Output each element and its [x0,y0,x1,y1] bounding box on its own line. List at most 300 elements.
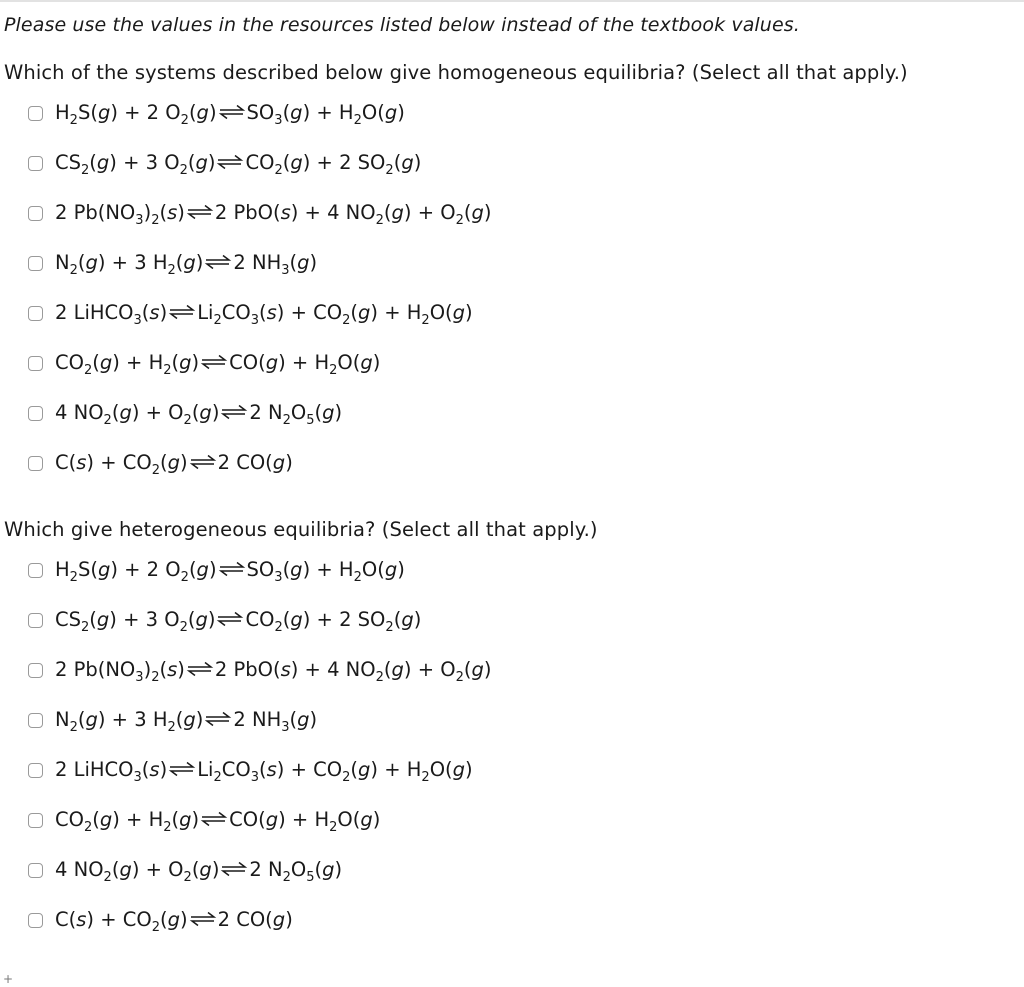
subscript: 2 [353,570,362,585]
phase-symbol: g [272,908,286,931]
equation-text: ) + 2 O [110,558,181,581]
equation-text: ) + H [112,351,164,374]
homogeneous-option-3[interactable] [28,200,492,250]
subscript: 2 [329,820,338,835]
phase-symbol: g [199,401,212,424]
equation-text: CO [221,758,251,781]
checkbox[interactable] [28,306,43,321]
phase-symbol: g [265,351,279,374]
equation-text: ) + O [403,658,456,681]
phase-symbol: g [272,451,286,474]
equation-text: C( [55,908,77,931]
equilibrium-arrow-icon [186,201,214,227]
equation-text: ( [350,758,358,781]
subscript: 2 [167,720,176,735]
equation-text: ) [195,251,204,274]
phase-symbol: g [99,351,113,374]
equation-text: ( [187,151,196,174]
phase-symbol: g [183,708,196,731]
equilibrium-arrow-icon [218,558,246,584]
equation-text: H [55,101,70,124]
homogeneous-options-list [28,100,492,500]
equation-text: ) + 3 H [97,251,168,274]
equation-text: Li [197,301,214,324]
equation-text: ) [207,608,216,631]
homogeneous-option-2[interactable] [28,150,492,200]
phase-symbol: g [358,758,371,781]
equation-text: ( [282,558,291,581]
equation-text: ( [171,808,180,831]
equation-text: ( [111,401,120,424]
checkbox[interactable] [28,813,43,828]
phase-symbol: s [149,301,160,324]
top-divider [0,0,1024,2]
equation-text: ( [314,401,323,424]
phase-symbol: g [384,101,398,124]
equation-text: ) + 2 O [110,101,181,124]
equation-text: 2 LiHCO [55,758,134,781]
equation-text: ) [207,151,216,174]
equilibrium-arrow-icon [216,608,244,634]
homogeneous-option-8[interactable] [28,450,492,500]
phase-symbol: g [290,151,303,174]
equation-text: O [290,858,307,881]
phase-symbol: g [384,558,398,581]
equation-text: 2 PbO( [214,658,281,681]
equation-label [55,200,492,227]
phase-symbol: g [360,351,373,374]
heterogeneous-option-2[interactable] [28,607,492,657]
equation-text: ) [143,658,152,681]
subscript: 2 [69,263,78,278]
equation-text: Li [197,758,214,781]
equilibrium-arrow-icon [200,351,228,377]
subscript: 2 [81,620,90,635]
equation-text: ) [211,858,220,881]
subscript: 2 [81,163,90,178]
checkbox[interactable] [28,763,43,778]
phase-symbol: s [280,658,291,681]
subscript: 2 [163,363,172,378]
phase-symbol: g [179,351,192,374]
equation-label [55,300,473,327]
equilibrium-arrow-icon [220,401,248,427]
equilibrium-arrow-icon [216,151,244,177]
equation-text: ( [393,608,402,631]
phase-symbol: g [358,301,371,324]
equation-text: ) [159,758,168,781]
equation-text: ) [397,101,405,124]
phase-symbol: s [266,758,277,781]
phase-symbol: g [391,658,404,681]
phase-symbol: g [471,658,484,681]
equation-label [55,150,421,177]
phase-symbol: g [452,758,466,781]
phase-symbol: g [452,301,466,324]
subscript: 3 [281,263,290,278]
checkbox[interactable] [28,206,43,221]
phase-symbol: s [167,201,178,224]
equation-text: C( [55,451,77,474]
equation-text: ( [160,451,168,474]
checkbox[interactable] [28,863,43,878]
checkbox[interactable] [28,456,43,471]
homogeneous-option-5[interactable] [28,300,492,350]
subscript: 2 [385,163,394,178]
equation-text: ) [177,201,185,224]
subscript: 2 [151,920,160,935]
equation-text: ( [92,351,100,374]
equation-text: ( [89,151,97,174]
equation-text: ) + H [302,101,354,124]
equation-text: 4 NO [55,401,104,424]
equation-text: O( [337,351,361,374]
heterogeneous-option-5[interactable] [28,757,492,807]
footer-plus-mark: + [3,972,14,986]
subscript: 2 [421,770,430,785]
phase-symbol: g [290,101,303,124]
subscript: 2 [455,670,464,685]
equation-text: ( [175,251,184,274]
equation-text: 2 LiHCO [55,301,134,324]
equation-text: 2 Pb(NO [55,658,136,681]
equation-text: ( [175,708,184,731]
phase-symbol: g [265,808,279,831]
equation-text: ) + 3 O [109,608,180,631]
equation-text: SO [246,101,275,124]
equation-text: ( [159,658,168,681]
subscript: 2 [151,463,160,478]
equation-text: ) [177,658,185,681]
subscript: 3 [135,670,144,685]
equation-text: CO [221,301,251,324]
equation-text: ( [89,608,97,631]
phase-symbol: s [266,301,277,324]
checkbox[interactable] [28,256,43,271]
subscript: 2 [375,213,384,228]
homogeneous-option-7[interactable] [28,400,492,450]
equation-label [55,450,293,477]
phase-symbol: g [97,558,111,581]
equilibrium-arrow-icon [189,451,217,477]
subscript: 2 [353,113,362,128]
equation-text: ( [393,151,402,174]
equation-text: ( [77,708,86,731]
phase-symbol: g [85,251,98,274]
homogeneous-option-1[interactable] [28,100,492,150]
equation-text: N [55,708,70,731]
subscript: 2 [151,670,160,685]
subscript: 2 [69,720,78,735]
equation-text: ( [259,758,267,781]
equation-text: ) [211,401,220,424]
equation-text: CO( [229,351,266,374]
equation-text: S( [77,558,98,581]
phase-symbol: g [196,101,209,124]
subscript: 2 [342,770,351,785]
equation-text: ) + CO [86,451,152,474]
equation-text: CO [245,608,275,631]
equation-text: 2 NH [233,251,282,274]
equation-text: ) + CO [276,301,343,324]
equation-text: ( [289,708,298,731]
equation-text: ) [180,451,188,474]
equation-text: ( [171,351,180,374]
subscript: 2 [83,820,93,835]
phase-symbol: g [322,401,335,424]
equation-text: ( [188,101,197,124]
subscript: 2 [69,113,78,128]
phase-symbol: s [167,658,178,681]
checkbox[interactable] [28,356,43,371]
equilibrium-arrow-icon [189,908,217,934]
equation-label [55,907,293,934]
equilibrium-arrow-icon [186,658,214,684]
equation-text: ) + O [131,401,184,424]
subscript: 3 [135,213,144,228]
phase-symbol: g [391,201,404,224]
equation-text: 2 N [249,401,283,424]
phase-symbol: g [183,251,196,274]
heterogeneous-options-list [28,557,492,957]
checkbox[interactable] [28,713,43,728]
subscript: 2 [183,413,192,428]
phase-symbol: g [322,858,335,881]
heterogeneous-option-4[interactable] [28,707,492,757]
phase-symbol: g [297,251,310,274]
equation-text: ) [483,201,492,224]
equation-text: CO [245,151,275,174]
subscript: 2 [274,620,283,635]
subscript: 2 [342,313,351,328]
equation-text: 2 PbO( [214,201,281,224]
equation-text: ) [285,451,293,474]
equation-text: ( [314,858,323,881]
subscript: 2 [455,213,464,228]
equation-text: ( [191,401,200,424]
phase-symbol: g [290,608,303,631]
equation-label [55,757,473,784]
equation-text: ) [465,758,473,781]
equation-text: ) [372,351,381,374]
equation-text: ) + 2 SO [302,151,386,174]
equation-text: O( [361,558,385,581]
subscript: 2 [83,363,93,378]
equation-text: ) + 4 NO [290,658,376,681]
equation-text: 2 CO( [217,451,273,474]
equation-label [55,707,317,734]
equation-label [55,857,342,884]
equation-text: ) + CO [276,758,343,781]
equation-text: SO [246,558,275,581]
equation-text: CS [55,151,81,174]
phase-symbol: g [196,558,209,581]
equation-text: ( [289,251,298,274]
equation-text: O( [429,301,453,324]
subscript: 3 [250,770,260,785]
equation-text: 2 N [249,858,283,881]
equation-text: ( [282,101,291,124]
equation-text: ) + O [403,201,456,224]
equation-text: ) [180,908,188,931]
phase-symbol: g [96,151,110,174]
equation-text: ) + H [278,351,330,374]
equation-text: ( [141,301,150,324]
phase-symbol: s [280,201,291,224]
subscript: 3 [274,113,283,128]
equilibrium-arrow-icon [220,858,248,884]
equation-text: ( [141,758,150,781]
equation-text: ( [383,201,392,224]
subscript: 2 [180,113,189,128]
equation-text: ) + O [131,858,184,881]
phase-symbol: g [199,858,212,881]
heterogeneous-option-8[interactable] [28,907,492,957]
phase-symbol: g [360,808,373,831]
subscript: 2 [375,670,384,685]
equation-text: CO( [229,808,266,831]
subscript: 2 [329,363,338,378]
phase-symbol: g [401,608,414,631]
heterogeneous-option-6[interactable] [28,807,492,857]
subscript: 3 [250,313,260,328]
equation-text: ( [282,151,291,174]
phase-symbol: g [179,808,192,831]
question-heterogeneous-prompt: Which give heterogeneous equilibria? (Select all that apply.) [4,518,598,541]
subscript: 3 [274,570,283,585]
equation-text: ( [350,301,358,324]
heterogeneous-option-7[interactable] [28,857,492,907]
equilibrium-arrow-icon [168,301,196,327]
equation-text: ( [191,858,200,881]
subscript: 2 [282,413,291,428]
equation-text: ) [208,558,217,581]
equation-text: ( [463,658,472,681]
equation-text: ) [397,558,405,581]
phase-symbol: g [401,151,414,174]
homogeneous-option-6[interactable] [28,350,492,400]
equation-text: O [290,401,307,424]
checkbox[interactable] [28,913,43,928]
equation-text: ) [372,808,381,831]
equation-text: ) [191,351,200,374]
subscript: 2 [421,313,430,328]
checkbox[interactable] [28,613,43,628]
checkbox[interactable] [28,156,43,171]
subscript: 2 [274,163,283,178]
equation-text: ) [309,708,318,731]
phase-symbol: g [85,708,98,731]
phase-symbol: g [471,201,484,224]
equation-label [55,350,380,377]
equation-text: ) + H [278,808,330,831]
subscript: 5 [306,870,315,885]
equation-text: S( [77,101,98,124]
heterogeneous-option-3[interactable] [28,657,492,707]
equation-text: ) [208,101,217,124]
equation-text: ) [285,908,293,931]
equation-text: ) [483,658,492,681]
heterogeneous-option-1[interactable] [28,557,492,607]
equation-text: ) [309,251,318,274]
equation-label [55,657,492,684]
equation-text: ( [188,558,197,581]
equation-text: O( [337,808,361,831]
equation-text: ) [334,401,343,424]
equilibrium-arrow-icon [168,758,196,784]
equation-text: CS [55,608,81,631]
equation-text: ) + 2 SO [302,608,386,631]
subscript: 3 [133,313,142,328]
equilibrium-arrow-icon [204,708,232,734]
phase-symbol: g [167,451,180,474]
checkbox[interactable] [28,406,43,421]
equation-text: ) + CO [86,908,152,931]
equation-text: ) + H [370,758,422,781]
equation-label [55,807,380,834]
equation-text: ) + 3 O [109,151,180,174]
equation-text: ( [77,251,86,274]
subscript: 2 [213,770,222,785]
equation-text: ( [383,658,392,681]
subscript: 2 [151,213,160,228]
equation-text: ) [159,301,168,324]
instruction-text: Please use the values in the resources listed below instead of the textbook values. [4,14,800,36]
phase-symbol: g [167,908,180,931]
subscript: 2 [167,263,176,278]
equation-text: H [55,558,70,581]
phase-symbol: s [76,908,87,931]
checkbox[interactable] [28,663,43,678]
equation-text: CO [55,351,84,374]
equation-text: N [55,251,70,274]
equation-text: ( [111,858,120,881]
phase-symbol: g [195,151,208,174]
phase-symbol: g [97,101,111,124]
equation-text: ) [465,301,473,324]
equation-text: ) + 4 NO [290,201,376,224]
equation-text: ( [282,608,291,631]
subscript: 3 [133,770,142,785]
equation-label [55,557,405,584]
checkbox[interactable] [28,563,43,578]
homogeneous-option-4[interactable] [28,250,492,300]
subscript: 2 [69,570,78,585]
equation-text: ) [191,808,200,831]
subscript: 2 [179,163,188,178]
phase-symbol: g [99,808,113,831]
equation-text: ) + 3 H [97,708,168,731]
subscript: 2 [213,313,222,328]
checkbox[interactable] [28,106,43,121]
equilibrium-arrow-icon [204,251,232,277]
phase-symbol: s [76,451,87,474]
subscript: 3 [281,720,290,735]
equilibrium-arrow-icon [218,101,246,127]
subscript: 2 [103,870,112,885]
equation-text: ) [334,858,343,881]
phase-symbol: g [119,401,132,424]
equation-text: O( [361,101,385,124]
equation-text: ) + H [112,808,164,831]
equilibrium-arrow-icon [200,808,228,834]
subscript: 2 [282,870,291,885]
equation-text: 2 Pb(NO [55,201,136,224]
equation-text: ( [187,608,196,631]
question-homogeneous-prompt: Which of the systems described below give homogeneous equilibria? (Select all that apply.) [4,61,908,84]
equation-text: ) [143,201,152,224]
equation-text: 2 NH [233,708,282,731]
